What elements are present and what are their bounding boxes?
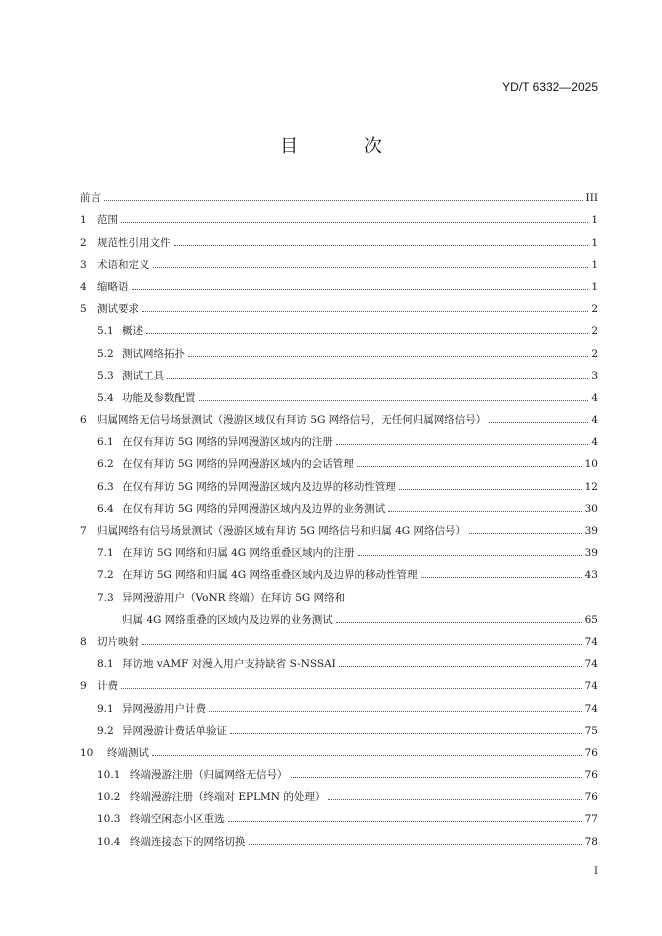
toc-entry-number: 5.1 <box>97 325 114 338</box>
toc-entry[interactable] <box>80 405 598 427</box>
toc-leader-dots <box>142 311 588 312</box>
toc-entry-number: 7.2 <box>97 569 114 582</box>
toc-entry-page: 39 <box>584 525 598 537</box>
toc-entry-number: 5.3 <box>97 369 114 382</box>
toc-leader-dots <box>230 733 582 734</box>
toc-entry[interactable] <box>80 582 598 604</box>
toc-entry[interactable] <box>80 449 598 471</box>
toc-entry[interactable] <box>80 671 598 693</box>
toc-entry-page: 4 <box>591 391 598 404</box>
toc-entry[interactable] <box>80 649 598 671</box>
toc-entry-label: 终端空闲态小区重选 <box>130 813 225 826</box>
toc-entry-label: 测试工具 <box>122 369 164 382</box>
toc-entry-label: 在仅有拜访 5G 网络的异网漫游区域内及边界的业务测试 <box>122 502 386 515</box>
toc-entry-page: 10 <box>584 458 598 471</box>
toc-entry[interactable] <box>80 716 598 738</box>
toc-entry-number: 7.3 <box>97 591 114 604</box>
toc-entry-label: 在拜访 5G 网络和归属 4G 网络重叠区域内及边界的移动性管理 <box>122 569 418 582</box>
toc-leader-dots <box>121 688 582 689</box>
toc-entry-label: 范围 <box>97 214 118 227</box>
toc-leader-dots <box>146 333 588 334</box>
toc-entry-label: 前言 <box>80 192 101 205</box>
toc-entry-label: 终端漫游注册（归属网络无信号） <box>130 769 288 782</box>
toc-entry-label: 概述 <box>122 325 143 338</box>
toc-entry[interactable] <box>80 605 598 627</box>
toc-entry-page: 43 <box>584 569 598 582</box>
toc-leader-dots <box>121 222 588 223</box>
toc-leader-dots <box>489 422 588 423</box>
toc-entry-number: 7.1 <box>97 547 114 560</box>
toc-entry-label: 在拜访 5G 网络和归属 4G 网络重叠区域内的注册 <box>122 547 355 560</box>
toc-entry-page: III <box>585 192 598 205</box>
toc-entry-page: 74 <box>584 635 598 648</box>
toc-entry-page: 78 <box>584 835 598 848</box>
table-of-contents <box>80 183 598 849</box>
toc-entry-page: 76 <box>584 746 598 759</box>
toc-entry[interactable] <box>80 383 598 405</box>
toc-entry-label: 计费 <box>97 680 118 693</box>
toc-entry[interactable] <box>80 227 598 249</box>
toc-entry[interactable] <box>80 826 598 848</box>
toc-entry-label: 异网漫游计费话单验证 <box>122 724 227 737</box>
toc-entry-number: 6.1 <box>97 436 114 449</box>
toc-leader-dots <box>209 711 582 712</box>
toc-entry[interactable] <box>80 471 598 493</box>
toc-entry-page: 3 <box>591 369 598 382</box>
toc-entry-page: 2 <box>591 347 598 360</box>
toc-entry-label: 在仅有拜访 5G 网络的异网漫游区域内的会话管理 <box>122 458 354 471</box>
toc-entry[interactable] <box>80 516 598 538</box>
toc-entry-label: 归属网络无信号场景测试（漫游区域仅有拜访 5G 网络信号，无任何归属网络信号） <box>97 414 487 427</box>
toc-entry-number: 10 <box>80 746 94 759</box>
toc-entry-number: 9.2 <box>97 724 114 737</box>
toc-leader-dots <box>152 755 582 756</box>
page-number: I <box>594 866 598 877</box>
toc-entry[interactable] <box>80 316 598 338</box>
toc-leader-dots <box>357 466 582 467</box>
toc-entry[interactable] <box>80 738 598 760</box>
toc-leader-dots <box>469 533 582 534</box>
toc-entry-number: 10.1 <box>97 769 121 782</box>
toc-entry-page: 12 <box>584 480 598 493</box>
toc-entry[interactable] <box>80 272 598 294</box>
toc-entry-page: 2 <box>591 303 598 316</box>
toc-leader-dots <box>421 577 582 578</box>
toc-entry[interactable] <box>80 693 598 715</box>
toc-entry-number: 5 <box>80 303 87 316</box>
toc-entry-page: 76 <box>584 769 598 782</box>
toc-entry-label: 术语和定义 <box>97 258 150 271</box>
toc-entry[interactable] <box>80 538 598 560</box>
toc-entry[interactable] <box>80 494 598 516</box>
toc-leader-dots <box>188 356 588 357</box>
toc-entry-label: 规范性引用文件 <box>97 236 171 249</box>
toc-entry-page: 1 <box>591 280 598 293</box>
toc-entry[interactable] <box>80 560 598 582</box>
toc-entry-label: 拜访地 vAMF 对漫入用户支持缺省 S-NSSAI <box>122 658 336 671</box>
toc-entry-label: 终端漫游注册（终端对 EPLMN 的处理） <box>130 791 326 804</box>
toc-entry-page: 1 <box>591 236 598 249</box>
toc-entry-number: 10.2 <box>97 791 121 804</box>
toc-entry-page: 74 <box>584 680 598 693</box>
toc-entry-label: 缩略语 <box>97 280 129 293</box>
document-number: YD/T 6332—2025 <box>502 80 598 94</box>
toc-leader-dots <box>339 666 582 667</box>
toc-entry-number: 10.3 <box>97 813 121 826</box>
toc-entry-page: 76 <box>584 791 598 804</box>
toc-entry-page: 4 <box>591 414 598 427</box>
toc-entry[interactable] <box>80 250 598 272</box>
toc-entry-label: 终端测试 <box>107 746 149 759</box>
toc-entry[interactable] <box>80 782 598 804</box>
toc-entry-page: 39 <box>584 547 598 560</box>
toc-entry[interactable] <box>80 760 598 782</box>
toc-entry-number: 10.4 <box>97 835 121 848</box>
toc-entry-page: 65 <box>584 613 598 626</box>
toc-entry-page: 74 <box>584 658 598 671</box>
toc-entry-number: 9 <box>80 680 87 693</box>
toc-entry-number: 8 <box>80 635 87 648</box>
toc-entry[interactable] <box>80 205 598 227</box>
toc-entry-number: 2 <box>80 236 87 249</box>
toc-leader-dots <box>336 444 589 445</box>
toc-entry[interactable] <box>80 627 598 649</box>
toc-entry[interactable] <box>80 183 598 205</box>
toc-entry-label: 测试网络拓扑 <box>122 347 185 360</box>
toc-leader-dots <box>291 777 582 778</box>
toc-entry-number: 1 <box>80 214 87 227</box>
toc-leader-dots <box>249 844 582 845</box>
toc-entry-page: 1 <box>591 214 598 227</box>
toc-entry-label: 测试要求 <box>97 303 139 316</box>
toc-entry-label: 终端连接态下的网络切换 <box>130 835 246 848</box>
toc-entry[interactable] <box>80 427 598 449</box>
toc-entry-label: 在仅有拜访 5G 网络的异网漫游区域内的注册 <box>122 436 333 449</box>
toc-leader-dots <box>174 245 589 246</box>
toc-leader-dots <box>199 400 589 401</box>
toc-leader-dots <box>167 378 588 379</box>
toc-entry-page: 30 <box>584 502 598 515</box>
toc-leader-dots <box>388 511 581 512</box>
toc-entry-number: 6.4 <box>97 502 114 515</box>
toc-entry-page: 1 <box>591 258 598 271</box>
toc-entry-number: 4 <box>80 280 87 293</box>
toc-leader-dots <box>132 289 589 290</box>
toc-entry-label: 功能及参数配置 <box>122 391 196 404</box>
toc-entry[interactable] <box>80 338 598 360</box>
toc-entry-number: 6 <box>80 414 87 427</box>
toc-entry-page: 2 <box>591 325 598 338</box>
toc-entry-page: 74 <box>584 702 598 715</box>
toc-leader-dots <box>399 489 582 490</box>
toc-entry-label: 在仅有拜访 5G 网络的异网漫游区域内及边界的移动性管理 <box>122 480 396 493</box>
page-title: 目 次 <box>280 136 412 157</box>
toc-entry-label: 归属网络有信号场景测试（漫游区域有拜访 5G 网络信号和归属 4G 网络信号） <box>97 525 466 537</box>
toc-entry-number: 9.1 <box>97 702 114 715</box>
toc-entry-page: 4 <box>591 436 598 449</box>
toc-entry[interactable] <box>80 361 598 383</box>
toc-leader-dots <box>104 200 583 201</box>
toc-entry-number: 3 <box>80 258 87 271</box>
toc-entry[interactable] <box>80 804 598 826</box>
toc-entry-page: 75 <box>584 724 598 737</box>
toc-entry-label: 切片映射 <box>97 635 139 648</box>
toc-entry-page: 77 <box>584 813 598 826</box>
toc-entry-label: 归属 4G 网络重叠的区域内及边界的业务测试 <box>122 613 333 626</box>
toc-entry-number: 5.2 <box>97 347 114 360</box>
toc-leader-dots <box>142 644 582 645</box>
toc-leader-dots <box>228 821 582 822</box>
toc-entry-label: 异网漫游用户（VoNR 终端）在拜访 5G 网络和 <box>122 591 346 604</box>
toc-entry[interactable] <box>80 294 598 316</box>
toc-leader-dots <box>328 799 581 800</box>
toc-entry-number: 6.3 <box>97 480 114 493</box>
toc-entry-number: 7 <box>80 525 87 537</box>
toc-entry-number: 5.4 <box>97 391 114 404</box>
toc-leader-dots <box>336 622 582 623</box>
toc-leader-dots <box>358 555 582 556</box>
toc-entry-number: 6.2 <box>97 458 114 471</box>
toc-leader-dots <box>153 267 589 268</box>
toc-entry-label: 异网漫游用户计费 <box>122 702 206 715</box>
toc-entry-number: 8.1 <box>97 658 114 671</box>
